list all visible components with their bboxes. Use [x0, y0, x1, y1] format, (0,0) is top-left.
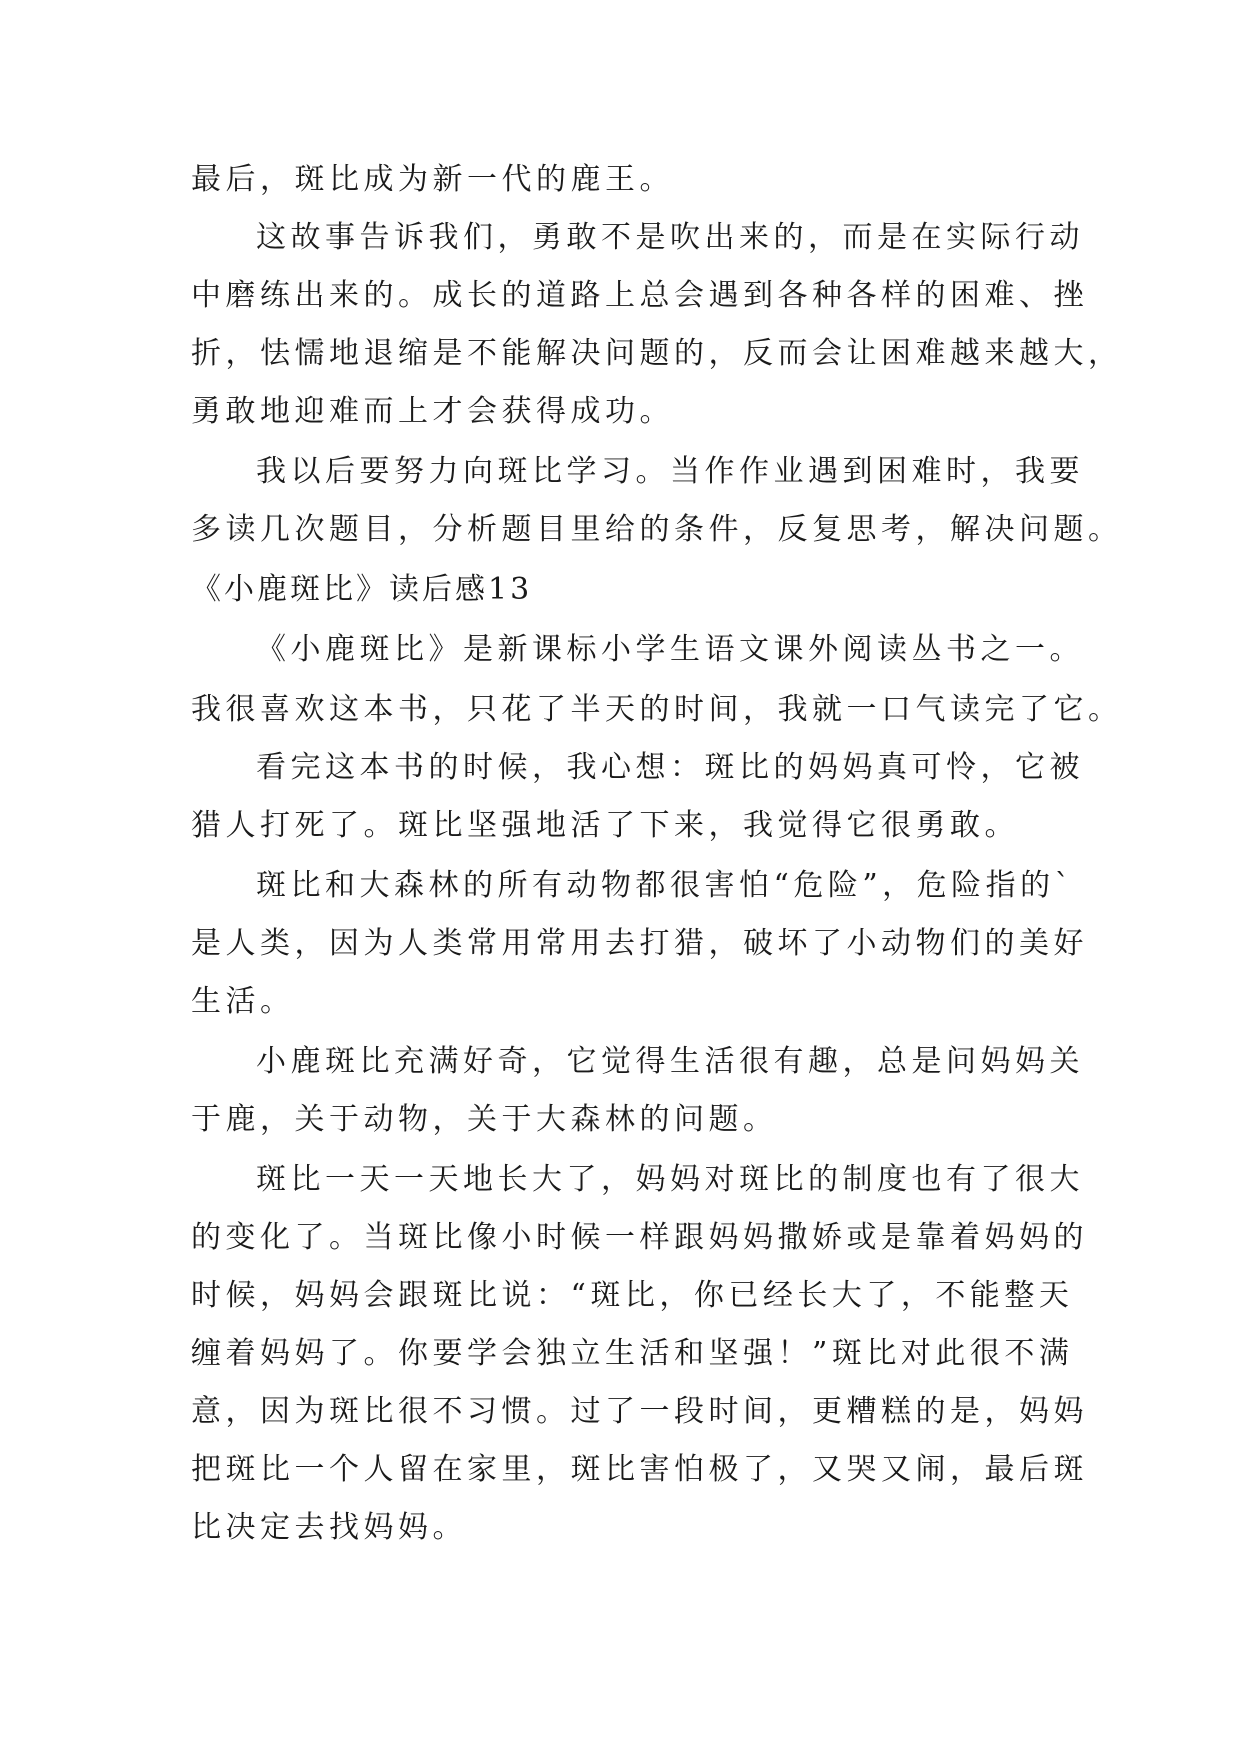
text-line: 生活。 — [191, 984, 295, 1019]
text-line: 多读几次题目，分析题目里给的条件，反复思考，解决问题。 — [191, 512, 1123, 547]
paragraph-start-line: 我以后要努力向斑比学习。当作作业遇到困难时，我要 — [256, 454, 1084, 489]
text-line: 折，怯懦地退缩是不能解决问题的，反而会让困难越来越大， — [191, 336, 1123, 371]
paragraph-start-line: 小鹿斑比充满好奇，它觉得生活很有趣，总是问妈妈关 — [256, 1044, 1084, 1079]
text-line: 于鹿，关于动物，关于大森林的问题。 — [191, 1102, 778, 1137]
text-line: 把斑比一个人留在家里，斑比害怕极了，又哭又闹，最后斑 — [191, 1452, 1088, 1487]
text-line: 时候，妈妈会跟斑比说：“斑比，你已经长大了，不能整天 — [191, 1278, 1074, 1313]
text-line: 我很喜欢这本书，只花了半天的时间，我就一口气读完了它。 — [191, 692, 1123, 727]
text-line: 勇敢地迎难而上才会获得成功。 — [191, 394, 674, 429]
paragraph-start-line: 《小鹿斑比》是新课标小学生语文课外阅读丛书之一。 — [256, 632, 1084, 667]
text-line: 最后，斑比成为新一代的鹿王。 — [191, 162, 674, 197]
text-line: 比决定去找妈妈。 — [191, 1510, 467, 1545]
text-line: 意，因为斑比很不习惯。过了一段时间，更糟糕的是，妈妈 — [191, 1394, 1088, 1429]
paragraph-start-line: 斑比一天一天地长大了，妈妈对斑比的制度也有了很大 — [256, 1162, 1084, 1197]
paragraph-start-line: 这故事告诉我们，勇敢不是吹出来的，而是在实际行动 — [256, 220, 1084, 255]
text-line: 是人类，因为人类常用常用去打猎，破坏了小动物们的美好 — [191, 926, 1088, 961]
paragraph-start-line: 看完这本书的时候，我心想：斑比的妈妈真可怜，它被 — [256, 750, 1084, 785]
section-title: 《小鹿斑比》读后感13 — [191, 572, 533, 607]
text-line: 缠着妈妈了。你要学会独立生活和坚强！”斑比对此很不满 — [191, 1336, 1074, 1371]
text-line: 的变化了。当斑比像小时候一样跟妈妈撒娇或是靠着妈妈的 — [191, 1220, 1088, 1255]
paragraph-start-line: 斑比和大森林的所有动物都很害怕“危险”，危险指的` — [256, 868, 1075, 903]
text-line: 猎人打死了。斑比坚强地活了下来，我觉得它很勇敢。 — [191, 808, 1019, 843]
text-line: 中磨练出来的。成长的道路上总会遇到各种各样的困难、挫 — [191, 278, 1088, 313]
